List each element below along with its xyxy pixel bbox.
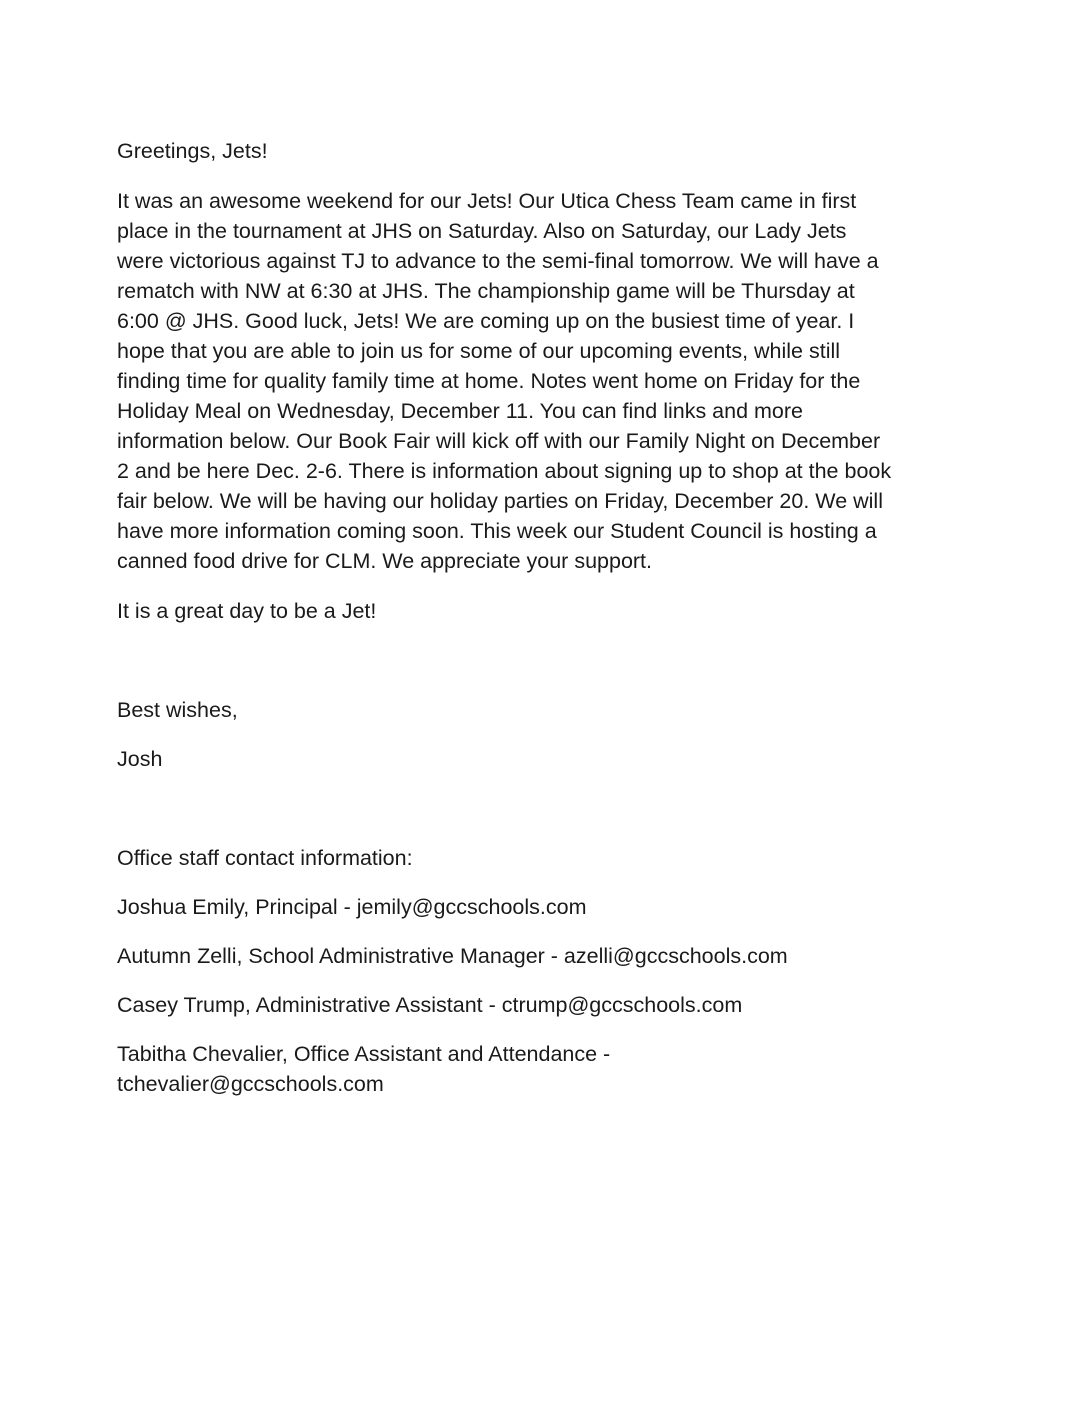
tagline: It is a great day to be a Jet! (117, 599, 377, 623)
letter-page (117, 136, 897, 1118)
contact-email[interactable]: tchevalier@gccschools.com (117, 1072, 384, 1096)
contact-email[interactable]: azelli@gccschools.com (563, 944, 788, 968)
letter-body: It was an awesome weekend for our Jets! Our Utica Chess Team came in first place in the tournament at JHS on Saturday. Also on Saturday, our Lady Jets were victorious against TJ to advance to the semi-final tomorrow. We will have a rematch with NW at 6:30 at JHS. The championship game will be Thursday at 6:00 @ JHS. Good luck, Jets! We are coming up on the busiest time of year. I hope that you are able to join us for some of our upcoming events, while still finding time for quality family time at home. Notes went home on Friday for the Holiday Meal on Wednesday, December 11. You can find links and more information below. Our Book Fair will kick off with our Family Night on December 2 and be here Dec. 2-6. There is information about signing up to shop at the book fair below. We will be having our holiday parties on Friday, December 20. We will have more information coming soon. This week our Student Council is hosting a canned food drive for CLM. We appreciate your support. (117, 189, 892, 573)
contact-name-role: Tabitha Chevalier, Office Assistant and Attendance - (117, 1042, 611, 1066)
contact-email[interactable]: ctrump@gccschools.com (501, 993, 743, 1017)
contact-name-role: Joshua Emily, Principal - (117, 895, 357, 919)
contact-admin-assistant (117, 990, 897, 1020)
contact-name-role: Autumn Zelli, School Administrative Manager - (117, 944, 564, 968)
contact-principal (117, 892, 897, 922)
contact-email[interactable]: jemily@gccschools.com (356, 895, 587, 919)
contact-list (117, 892, 897, 1099)
contact-admin-manager (117, 941, 897, 971)
signature: Josh (117, 747, 163, 771)
contact-office-assistant (117, 1039, 677, 1099)
closing: Best wishes, (117, 698, 238, 722)
greeting: Greetings, Jets! (117, 139, 268, 163)
contact-name-role: Casey Trump, Administrative Assistant - (117, 993, 502, 1017)
contact-heading: Office staff contact information: (117, 846, 413, 870)
